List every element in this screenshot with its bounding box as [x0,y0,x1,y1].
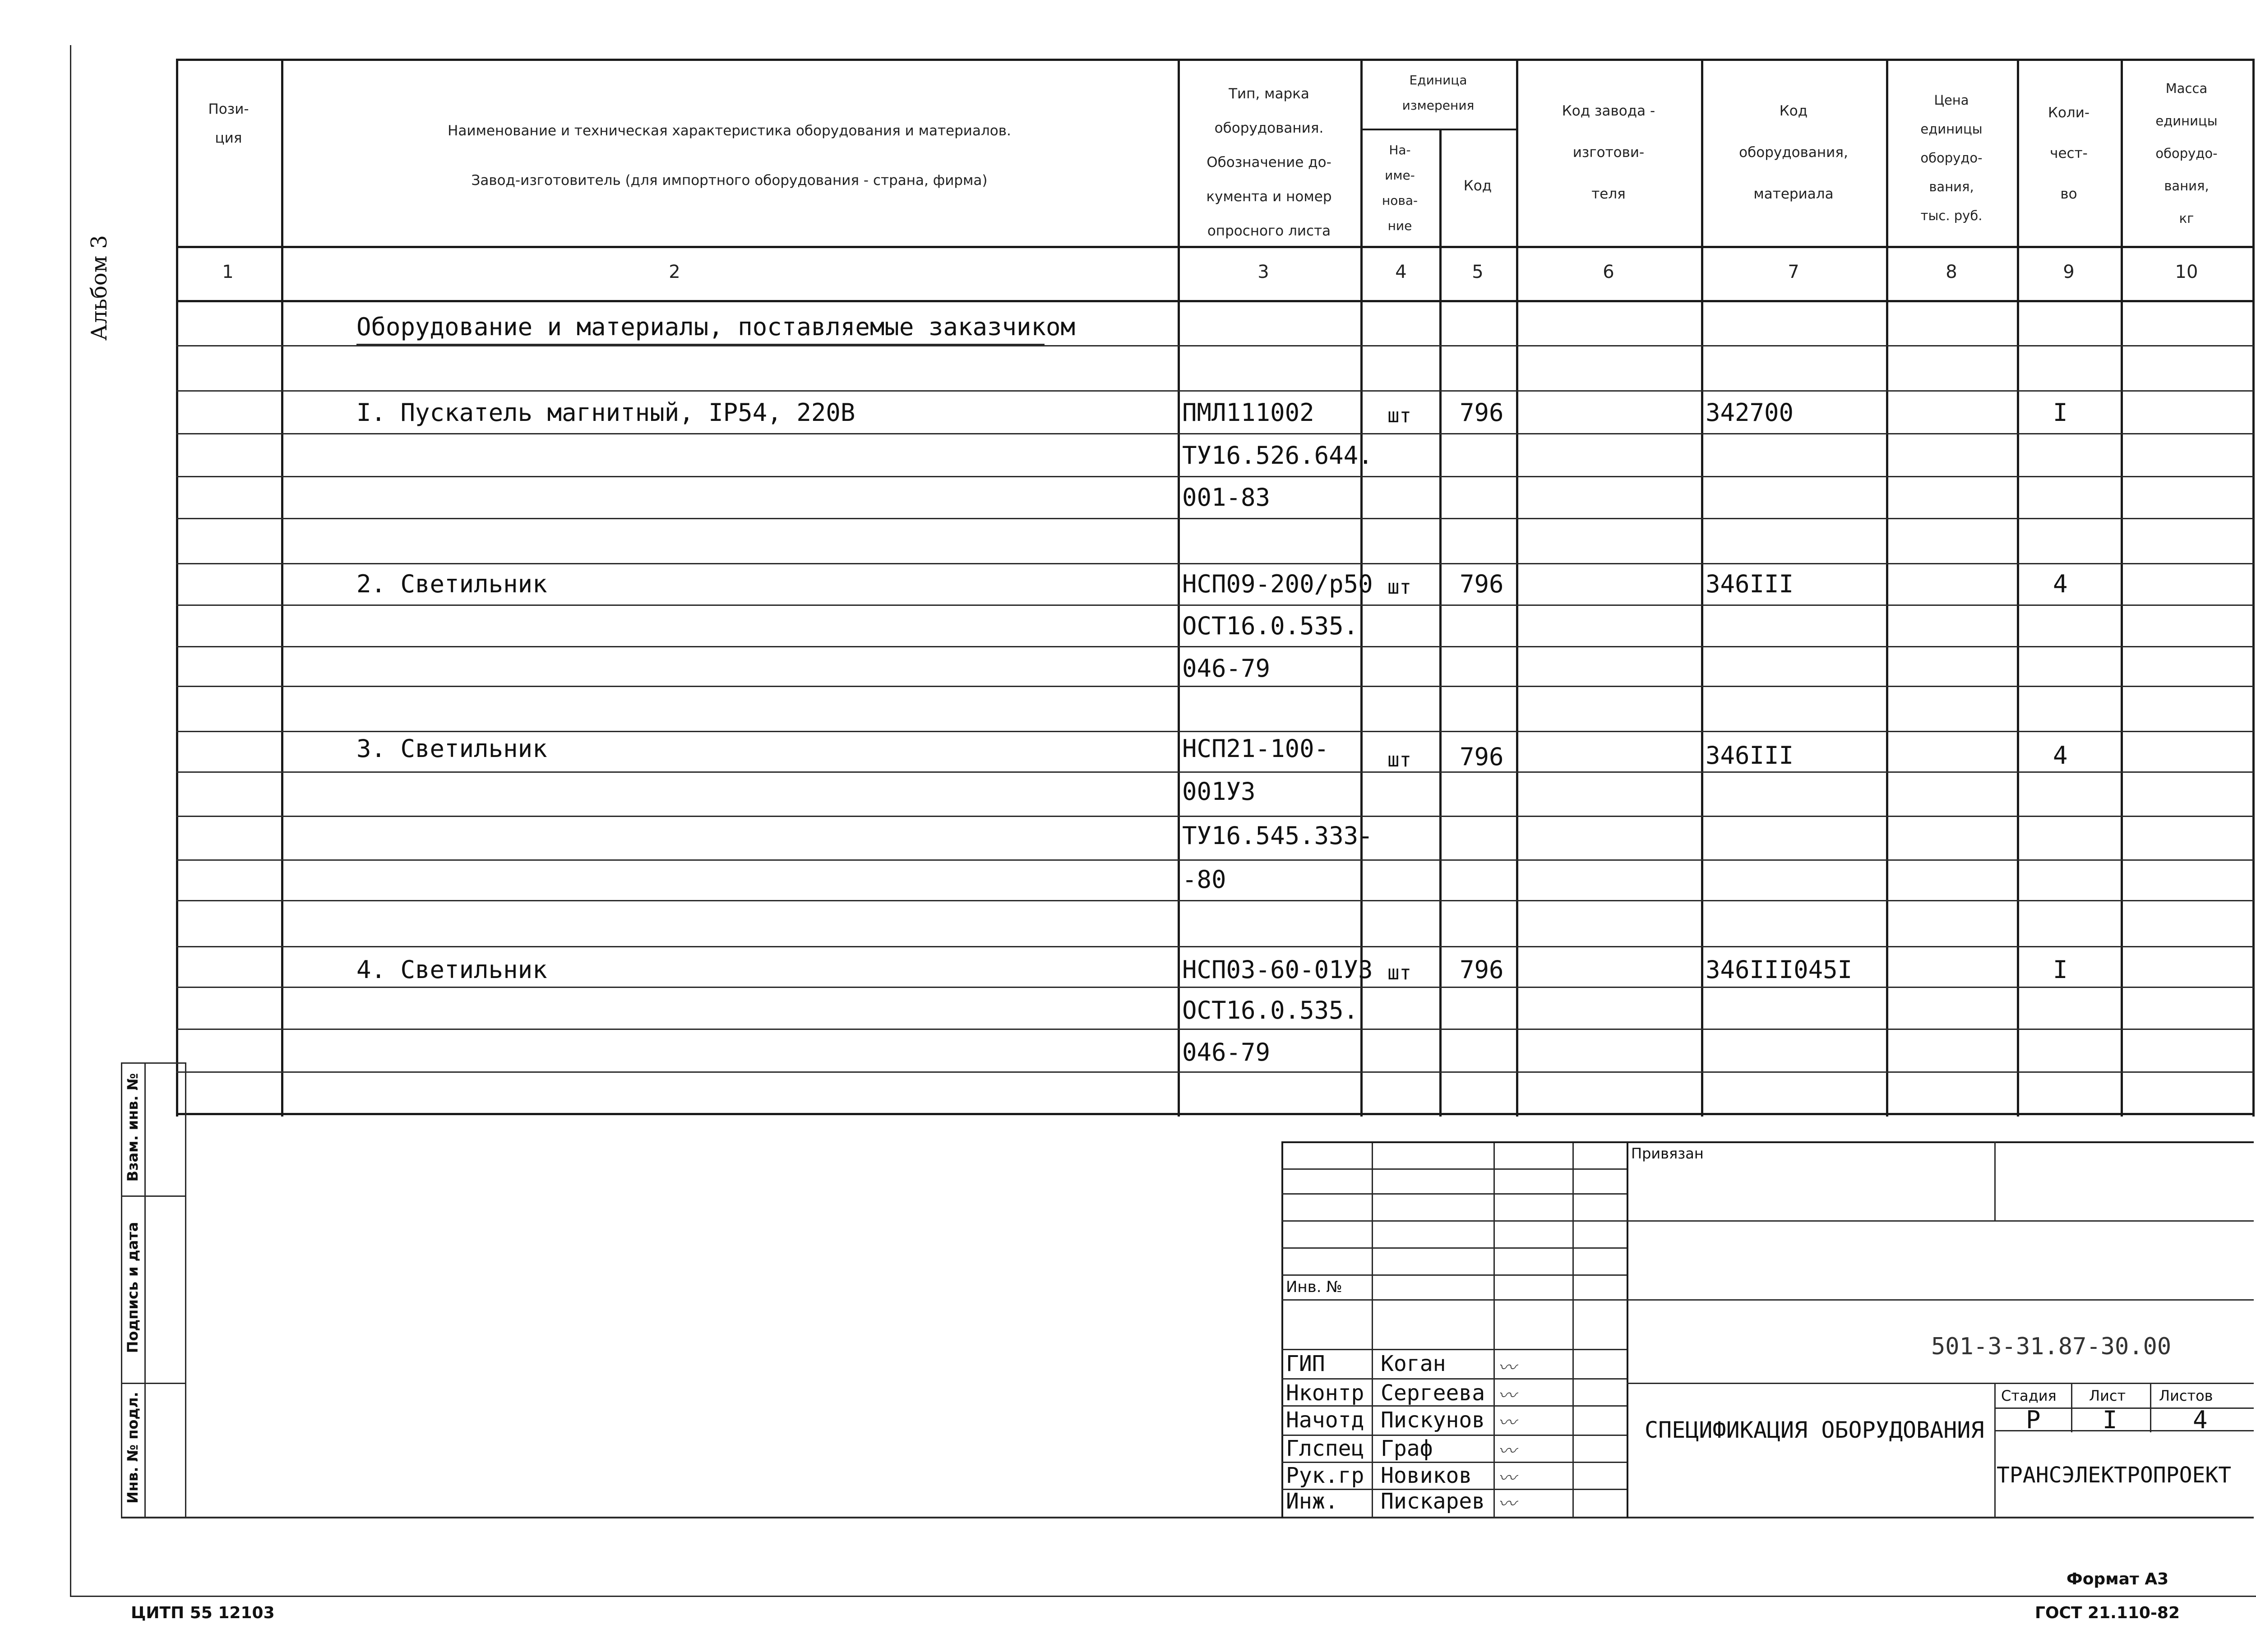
column-number: 10 [2175,262,2198,282]
item-type-line: 046-79 [1182,654,1271,683]
header-line: Единица [1409,73,1467,88]
column-number: 9 [2063,262,2075,282]
header-line: Завод-изготовитель (для импортного оборудования - страна, фирма) [471,172,988,189]
header-line: Обозначение до- [1207,154,1331,171]
item-unit-name: шт [1387,576,1411,599]
header-line: опросного листа [1207,223,1331,239]
header-line: кг [2179,211,2194,226]
signature-mark: 〰 [1498,1494,1516,1514]
header-line: во [2060,186,2077,202]
header-line: чест- [2050,145,2088,162]
item-name: 4. Светильник [356,955,547,984]
stamp-vzam-inv: Взам. инв. № [124,1073,141,1182]
header-line: име- [1385,168,1415,183]
item-type-line: НСП21-100- [1182,734,1329,763]
item-type-line: -80 [1182,865,1226,894]
sheets-value: 4 [2193,1406,2208,1434]
item-name: 3. Светильник [356,734,547,763]
stamp-podpis-data: Подпись и дата [124,1222,141,1353]
section-title: Оборудование и материалы, поставляемые заказчиком [356,313,1076,341]
header-quantity [2017,92,2121,214]
header-line: На- [1389,143,1411,157]
header-unit-group [1360,68,1516,118]
signature-role: Нконтр [1286,1380,1364,1406]
item-type-line: 046-79 [1182,1038,1271,1066]
signature-role: Инж. [1286,1489,1338,1514]
header-line: ние [1387,218,1412,233]
header-line: Масса [2165,81,2208,96]
column-number: 5 [1472,262,1484,282]
item-equipment-code: 346III045I [1706,955,1853,984]
signature-mark: 〰 [1498,1441,1516,1462]
signature-name: Новиков [1381,1463,1472,1488]
format-label: Формат А3 [2066,1570,2169,1588]
header-line: ция [215,130,242,146]
header-line: оборудования, [1739,144,1848,161]
header-name [281,106,1178,205]
header-price [1886,86,2017,230]
item-unit-code: 796 [1460,398,1504,427]
item-equipment-code: 346III [1706,570,1794,598]
item-equipment-code: 342700 [1706,398,1794,427]
signature-name: Коган [1381,1351,1446,1376]
item-type-line: ОСТ16.0.535. [1182,996,1359,1024]
header-line: нова- [1382,193,1418,208]
column-number: 4 [1395,262,1407,282]
item-quantity: 4 [2053,570,2068,598]
signature-role: Начотд [1286,1407,1364,1433]
header-line: вания, [2164,178,2209,194]
item-type-line: 001У3 [1182,777,1256,806]
signature-role: Рук.гр [1286,1463,1364,1488]
header-line: Коли- [2048,105,2090,121]
header-line: вания, [1929,179,1974,194]
inv-no-label: Инв. № [1286,1278,1342,1296]
column-number: 8 [1946,262,1957,282]
item-type-line: ПМЛ111002 [1182,398,1314,427]
signature-role: Глспец [1286,1436,1364,1461]
signature-name: Пискунов [1381,1407,1485,1433]
item-unit-name: шт [1387,961,1411,984]
signature-mark: 〰 [1498,1468,1516,1489]
signature-mark: 〰 [1498,1385,1516,1406]
signature-mark: 〰 [1498,1412,1516,1433]
header-line: Наименование и техническая характеристика оборудования и материалов. [448,123,1011,139]
footer-left-code: ЦИТП 55 12103 [131,1604,275,1622]
item-type-line: НСП03-60-01У3 [1182,955,1373,984]
album-label: Альбом 3 [87,235,112,341]
header-line: Код [1779,103,1808,119]
column-number: 7 [1788,262,1799,282]
header-line: оборудо- [1920,150,1983,166]
header-mass [2121,72,2252,235]
header-unit-code: Код [1463,178,1492,194]
signature-name: Пискарев [1381,1489,1485,1514]
signature-role: ГИП [1286,1351,1325,1376]
item-unit-name: шт [1387,404,1411,427]
header-factory-code [1516,90,1701,215]
header-line: материала [1753,186,1834,202]
organization-name: ТРАНСЭЛЕКТРОПРОЕКТ [1997,1463,2232,1488]
column-number: 6 [1603,262,1614,282]
item-quantity: I [2053,955,2068,984]
item-type-line: ТУ16.526.644. [1182,441,1373,470]
header-line: Пози- [208,101,249,117]
header-line: кумента и номер [1206,189,1332,205]
header-line: оборудования. [1214,120,1324,136]
header-line: единицы [1920,121,1983,137]
footer-gost: ГОСТ 21.110-82 [2035,1604,2180,1622]
item-type-line: ОСТ16.0.535. [1182,612,1359,640]
signature-name: Граф [1381,1436,1433,1461]
item-name: 2. Светильник [356,570,547,598]
column-number: 1 [222,262,234,282]
item-type-line: 001-83 [1182,483,1271,512]
signature-name: Сергеева [1381,1380,1485,1406]
item-type-line: НСП09-200/р50 [1182,570,1373,598]
header-position [176,95,281,152]
document-title: СПЕЦИФИКАЦИЯ ОБОРУДОВАНИЯ [1645,1417,1984,1443]
header-equipment-code [1701,90,1886,215]
stage-label: Стадия [2001,1387,2057,1404]
header-unit-name [1360,138,1439,239]
stage-value: Р [2026,1406,2041,1434]
sheet-label: Лист [2089,1387,2126,1404]
item-equipment-code: 346III [1706,741,1794,770]
sheet-value: I [2103,1406,2117,1434]
header-line: изготови- [1572,144,1645,161]
item-unit-code: 796 [1460,955,1504,984]
header-line: оборудо- [2155,146,2218,161]
item-quantity: I [2053,398,2068,427]
header-line: единицы [2155,113,2218,129]
item-unit-code: 796 [1460,570,1504,598]
header-line: тыс. руб. [1920,208,1983,223]
document-code: 501-3-31.87-30.00 [1931,1333,2172,1360]
column-number: 3 [1257,262,1269,282]
item-name: I. Пускатель магнитный, IP54, 220В [356,398,855,427]
header-type [1178,77,1360,248]
sheets-label: Листов [2159,1387,2213,1404]
header-line: измерения [1402,98,1475,113]
item-unit-code: 796 [1460,743,1504,771]
header-line: Цена [1934,92,1969,108]
header-line: Тип, марка [1229,86,1309,102]
item-quantity: 4 [2053,741,2068,770]
column-number: 2 [669,262,680,282]
privyazan-label: Привязан [1631,1145,1704,1162]
item-unit-name: шт [1387,748,1411,771]
item-type-line: ТУ16.545.333- [1182,821,1373,850]
header-line: теля [1591,186,1626,202]
stamp-inv-podl: Инв. № подл. [124,1392,141,1504]
header-line: Код завода - [1562,103,1655,119]
signature-mark: 〰 [1498,1357,1516,1378]
